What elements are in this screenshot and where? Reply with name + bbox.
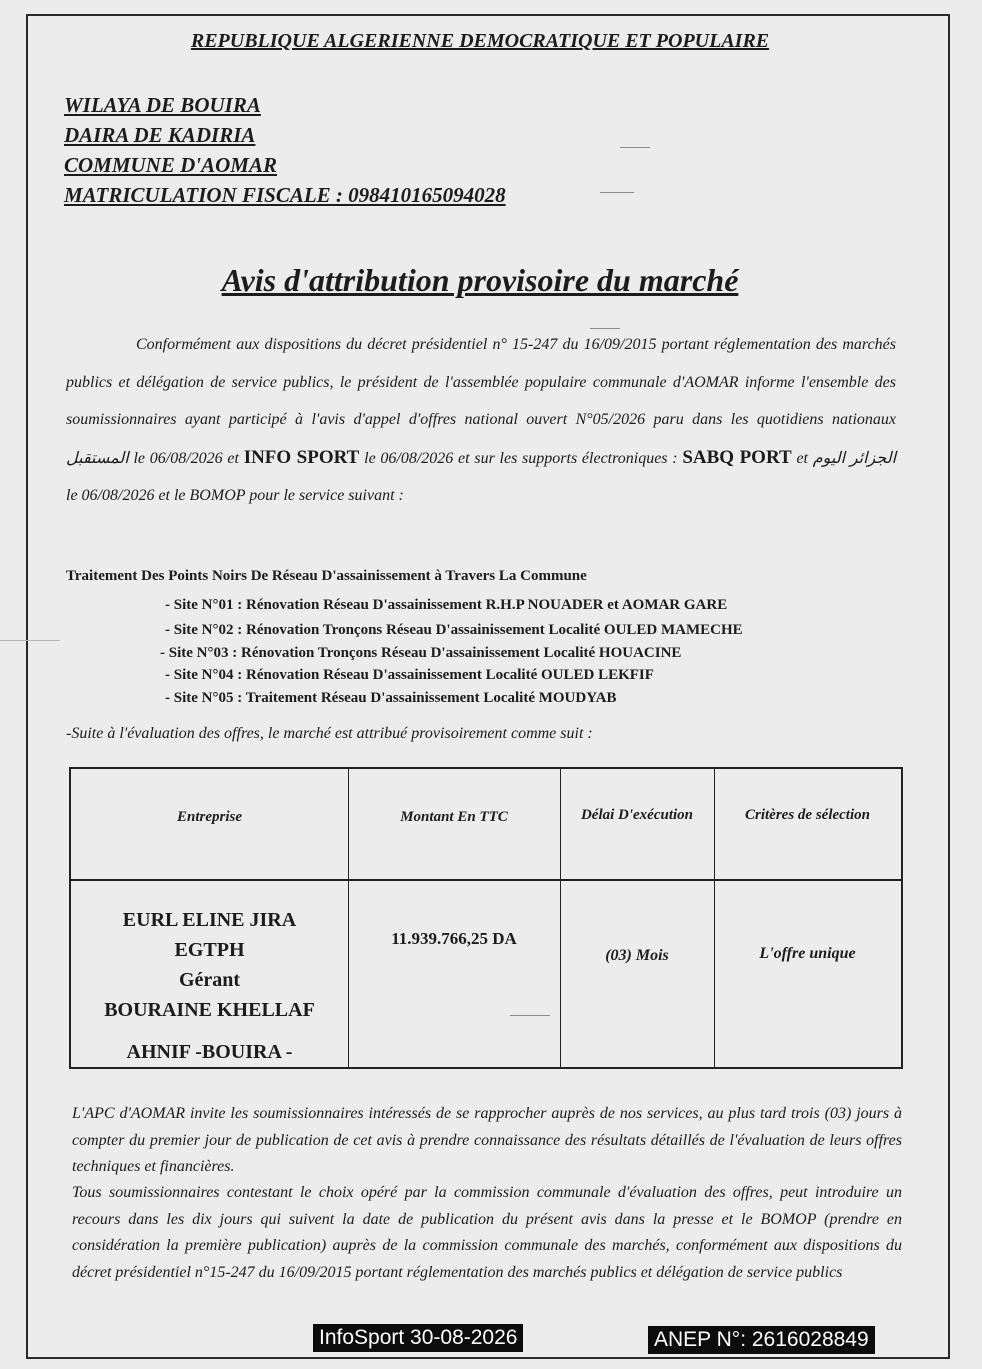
criteres-value: L'offre unique [759,945,856,962]
intro-text-1: Conformément aux dispositions du décret présidentiel n° 15-247 du 16/09/2015 portant réglementation des marchés publics et délégation de service publics, le président de l'assemblée populaire communale d'AOMAR informe l'ensemble des soumissionnaires ayant participé à l'avis d'appel d'offres national ouvert N°05/2026 paru dans les quotidiens nationaux المستقبل le 06/08/2026 et [66,336,896,467]
intro-text-3: et الجزائر اليوم le 06/08/2026 et le BOMOP pour le service suivant : [66,449,897,504]
service-title: Traitement Des Points Noirs De Réseau D'assainissement à Travers La Commune [66,568,587,584]
intro-text-2: le 06/08/2026 et sur les supports électroniques : [359,449,683,467]
entreprise-line: EURL ELINE JIRA [122,909,297,931]
header-wilaya: WILAYA DE BOUIRA [64,93,261,117]
column-header-delai: Délai D'exécution [580,807,694,823]
scan-mark [0,640,60,641]
header-daira: DAIRA DE KADIRIA [64,123,256,147]
column-header-entreprise: Entreprise [176,809,242,825]
entreprise-line: AHNIF -BOUIRA - [126,1041,293,1063]
page-title: Avis d'attribution provisoire du marché [221,262,739,298]
header-matricule: MATRICULATION FISCALE : 098410165094028 [64,183,506,207]
table-header-divider [71,879,901,881]
intro-paragraph [66,326,896,515]
scan-mark [620,147,650,148]
evaluation-intro: -Suite à l'évaluation des offres, le marché est attribué provisoirement comme suit : [66,725,593,742]
header-republique: REPUBLIQUE ALGERIENNE DEMOCRATIQUE ET POPULAIRE [190,30,770,52]
closing-paragraph-1: L'APC d'AOMAR invite les soumissionnaires intéressés de se rapprocher auprès de nos services, au plus tard trois (03) jours à compter du premier jour de publication de cet avis à prendre connaissance des résultats détaillés de l'évaluation de leurs offres techniques et financières. [72,1105,902,1175]
entreprise-line: Gérant [178,969,241,991]
publication-stamp: InfoSport 30-08-2026 [313,1324,523,1352]
scan-mark [600,192,634,193]
column-header-montant: Montant En TTC [400,809,508,825]
header-commune: COMMUNE D'AOMAR [64,153,277,177]
intro-info-sport: INFO SPORT [243,446,360,468]
intro-sabq-port: SABQ PORT [682,446,792,468]
attribution-table [69,767,903,1069]
anep-number: ANEP N°: 2616028849 [648,1326,875,1354]
site-item: - Site N°05 : Traitement Réseau D'assainissement Localité MOUDYAB [165,690,617,706]
site-item: - Site N°01 : Rénovation Réseau D'assainissement R.H.P NOUADER et AOMAR GARE [165,597,728,613]
delai-value: (03) Mois [605,947,669,964]
closing-paragraph-2: Tous soumissionnaires contestant le choix opéré par la commission communale d'évaluation des offres, peut introduire un recours dans les dix jours qui suivent la date de publication du présent avis dans la presse et le BOMOP (prendre en considération la première publication) auprès de la commission communale des marchés, conformément aux dispositions du décret présidentiel n°15-247 du 16/09/2015 portant réglementation des marchés publics et délégation de service publics [72,1184,902,1281]
site-item: - Site N°04 : Rénovation Réseau D'assainissement Localité OULED LEKFIF [165,667,654,683]
entreprise-line: EGTPH [174,939,245,961]
site-item: - Site N°02 : Rénovation Tronçons Réseau D'assainissement Localité OULED MAMECHE [165,622,743,638]
entreprise-line: BOURAINE KHELLAF [104,999,315,1021]
site-item: - Site N°03 : Rénovation Tronçons Réseau D'assainissement Localité HOUACINE [160,645,682,661]
column-header-criteres: Critères de sélection [745,807,870,823]
montant-value: 11.939.766,25 DA [391,929,517,948]
